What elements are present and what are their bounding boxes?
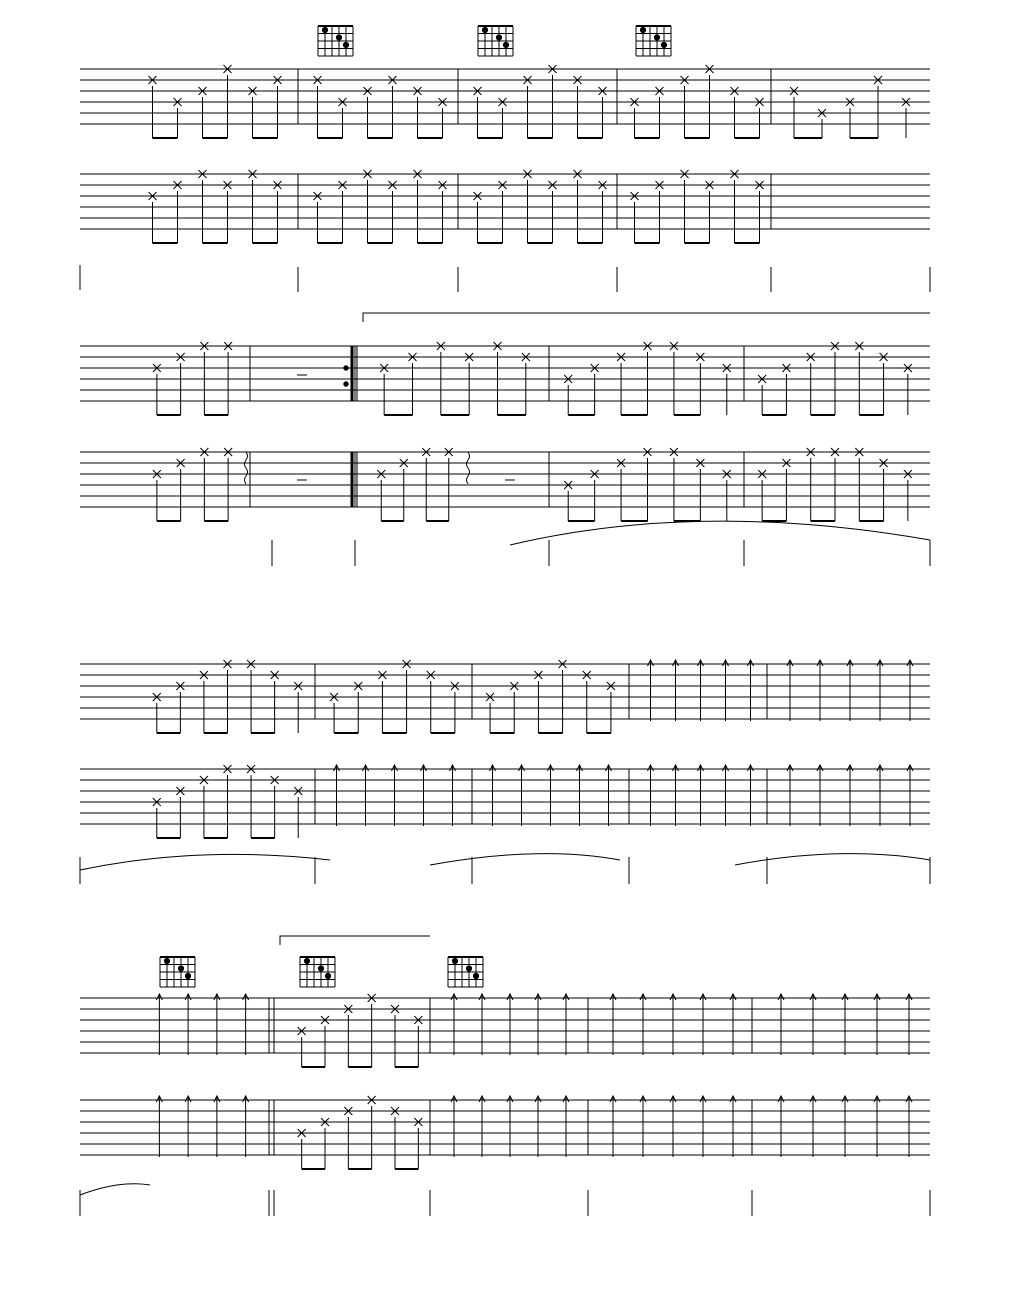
strum-arrow: [817, 765, 823, 826]
strum-arrow: [673, 660, 679, 721]
chord-diagram: [478, 26, 513, 56]
slur: [430, 854, 620, 865]
arpeggio: [245, 452, 248, 484]
strum-arrow: [842, 994, 848, 1055]
strum-arrow: [906, 994, 912, 1055]
strum-arrow: [363, 765, 369, 826]
strum-arrow: [185, 1096, 191, 1157]
repeat-dot: [344, 382, 348, 386]
strum-arrow: [519, 765, 525, 826]
strum-arrow: [156, 1096, 162, 1157]
strum-arrow: [156, 994, 162, 1055]
strum-arrow: [730, 994, 736, 1055]
finger-dot: [496, 35, 501, 40]
strum-arrow: [670, 994, 676, 1055]
slur: [80, 1184, 150, 1195]
strum-arrow: [778, 994, 784, 1055]
strum-arrow: [507, 994, 513, 1055]
tab-marks: [80, 65, 930, 1195]
strum-arrow: [610, 994, 616, 1055]
strum-arrow: [723, 660, 729, 721]
strum-arrow: [563, 1096, 569, 1157]
strum-arrow: [648, 660, 654, 721]
strum-arrow: [906, 1096, 912, 1157]
strum-arrow: [577, 765, 583, 826]
slur: [735, 854, 930, 865]
strum-arrow: [877, 660, 883, 721]
finger-dot: [322, 27, 327, 32]
finger-dot: [661, 42, 666, 47]
strum-arrow: [670, 1096, 676, 1157]
strum-arrow: [810, 1096, 816, 1157]
volta-bracket: [280, 936, 430, 945]
finger-dot: [336, 35, 341, 40]
strum-arrow: [606, 765, 612, 826]
strum-arrow: [450, 765, 456, 826]
strum-arrow: [847, 765, 853, 826]
strum-arrow: [748, 765, 754, 826]
strum-arrow: [723, 765, 729, 826]
volta-bracket: [363, 313, 930, 322]
strum-arrow: [490, 765, 496, 826]
strum-arrow: [874, 1096, 880, 1157]
strum-arrow: [610, 1096, 616, 1157]
strum-arrow: [640, 994, 646, 1055]
chord-diagram: [636, 26, 671, 56]
finger-dot: [654, 35, 659, 40]
slur: [80, 854, 330, 870]
strum-arrow: [874, 994, 880, 1055]
strum-arrow: [451, 1096, 457, 1157]
finger-dot: [178, 966, 183, 971]
strum-arrow: [640, 1096, 646, 1157]
finger-dot: [640, 27, 645, 32]
strum-arrow: [778, 1096, 784, 1157]
strum-arrow: [698, 660, 704, 721]
strum-arrow: [507, 1096, 513, 1157]
strum-arrow: [214, 1096, 220, 1157]
strum-arrow: [907, 660, 913, 721]
chord-diagram: [160, 957, 195, 987]
strum-arrow: [810, 994, 816, 1055]
strum-arrow: [535, 1096, 541, 1157]
strum-arrow: [479, 1096, 485, 1157]
finger-dot: [185, 973, 190, 978]
finger-dot: [325, 973, 330, 978]
finger-dot: [452, 958, 457, 963]
strum-arrow: [730, 1096, 736, 1157]
finger-dot: [473, 973, 478, 978]
strum-arrow: [214, 994, 220, 1055]
arpeggio: [467, 452, 470, 484]
strum-arrow: [185, 994, 191, 1055]
staff-lines: [80, 69, 930, 1216]
strum-arrow: [479, 994, 485, 1055]
finger-dot: [304, 958, 309, 963]
chord-diagram: [300, 957, 335, 987]
finger-dot: [503, 42, 508, 47]
strum-arrow: [698, 765, 704, 826]
slur: [510, 521, 930, 545]
strum-arrow: [907, 765, 913, 826]
strum-arrow: [548, 765, 554, 826]
strum-arrow: [787, 765, 793, 826]
strum-arrow: [847, 660, 853, 721]
strum-arrow: [817, 660, 823, 721]
finger-dot: [318, 966, 323, 971]
strum-arrow: [535, 994, 541, 1055]
strum-arrow: [877, 765, 883, 826]
finger-dot: [482, 27, 487, 32]
strum-arrow: [563, 994, 569, 1055]
strum-arrow: [748, 660, 754, 721]
strum-arrow: [334, 765, 340, 826]
finger-dot: [164, 958, 169, 963]
strum-arrow: [842, 1096, 848, 1157]
strum-arrow: [787, 660, 793, 721]
strum-arrow: [700, 994, 706, 1055]
strum-arrow: [243, 994, 249, 1055]
finger-dot: [466, 966, 471, 971]
finger-dot: [343, 42, 348, 47]
repeat-dot: [344, 366, 348, 370]
strum-arrow: [648, 765, 654, 826]
strum-arrow: [451, 994, 457, 1055]
chord-diagram: [318, 26, 353, 56]
strum-arrow: [700, 1096, 706, 1157]
strum-arrow: [243, 1096, 249, 1157]
chord-diagram: [448, 957, 483, 987]
strum-arrow: [421, 765, 427, 826]
strum-arrow: [392, 765, 398, 826]
strum-arrow: [673, 765, 679, 826]
